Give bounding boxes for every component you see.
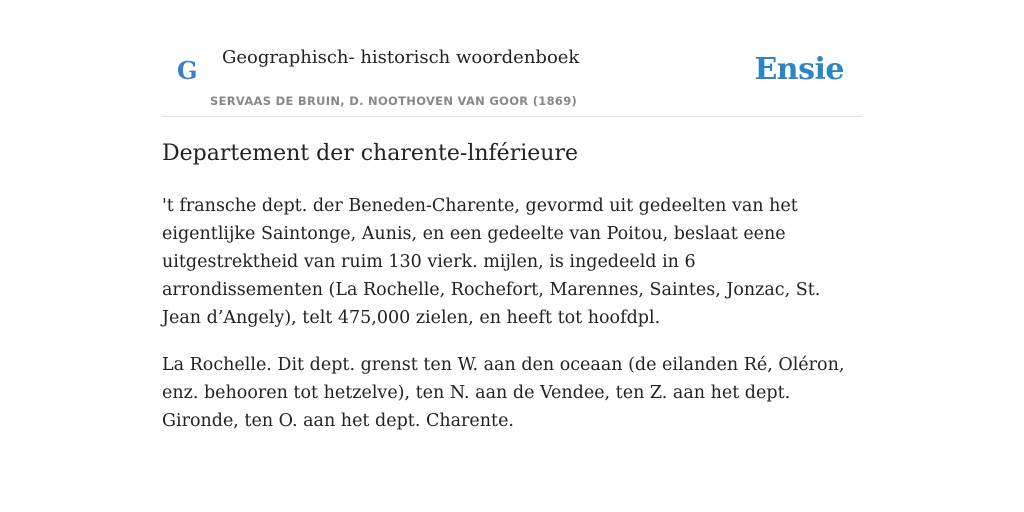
header xyxy=(162,0,862,117)
entry-body xyxy=(162,192,862,435)
ensie-logo[interactable]: Ensie xyxy=(754,52,844,87)
book-authors-year: SERVAAS DE BRUIN, D. NOOTHOVEN VAN GOOR (1869) xyxy=(210,94,578,108)
entry-title: Departement der charente-lnférieure xyxy=(162,141,578,166)
book-letter-icon: G xyxy=(177,56,198,85)
entry-paragraph: La Rochelle. Dit dept. grenst ten W. aan den oceaan (de eilanden Ré, Oléron, enz. behooren tot hetzelve), ten N. aan de Vendee, ten Z. aan het dept. Gironde, ten O. aan het dept. Charente. xyxy=(162,355,845,431)
entry-paragraph: 't fransche dept. der Beneden-Charente, gevormd uit gedeelten van het eigentlijke Saintonge, Aunis, en een gedeelte van Poitou, beslaat eene uitgestrektheid van ruim 130 vierk. mijlen, is ingedeeld in 6 arrondissementen (La Rochelle, Rochefort, Marennes, Saintes, Jonzac, St. Jean d’Angely), telt 475,000 zielen, en heeft tot hoofdpl. xyxy=(162,196,821,328)
book-title-link[interactable]: Geographisch- historisch woordenboek xyxy=(222,47,580,68)
entry xyxy=(162,138,862,454)
